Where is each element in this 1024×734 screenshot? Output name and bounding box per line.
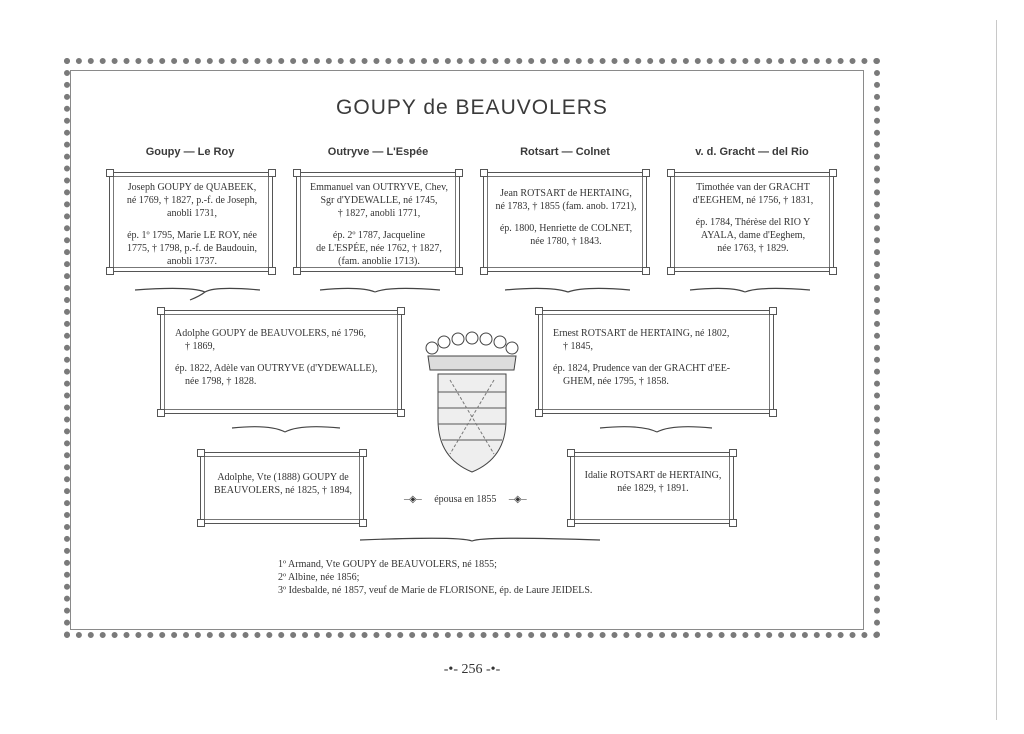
ornament-left-icon: –◈– (404, 494, 422, 505)
header-gracht-delrio: v. d. Gracht — del Rio (695, 146, 809, 158)
brace-3 (505, 288, 630, 292)
wife-box: Idalie ROTSART de HERTAING, née 1829, † 1891. (570, 452, 734, 524)
children-list (278, 558, 592, 597)
brace-5 (232, 427, 340, 432)
header-rotsart-colnet: Rotsart — Colnet (520, 146, 610, 158)
brace-1 (135, 288, 260, 300)
child-1: 1º Armand, Vte GOUPY de BEAUVOLERS, né 1855; (278, 559, 497, 570)
married-text: épousa en 1855 (434, 494, 497, 505)
grandparent-box-gracht: Timothée van der GRACHT d'EEGHEM, né 1756, † 1831, ép. 1784, Thérèse del RIO Y AYALA, dame d'Eeghem, née 1763, † 1829. (670, 172, 834, 272)
brace-4 (690, 288, 810, 292)
grandparent-box-rotsart: Jean ROTSART de HERTAING, né 1783, † 1855 (fam. anob. 1721), ép. 1800, Henriette de COLNET, née 1780, † 1843. (483, 172, 647, 272)
brace-2 (320, 288, 440, 292)
child-3: 3º Idesbalde, né 1857, veuf de Marie de FLORISONE, ép. de Laure JEIDELS. (278, 585, 593, 596)
header-goupy-leroy: Goupy — Le Roy (145, 146, 235, 158)
page-number: -•- 256 -•- (443, 662, 501, 677)
parent-box-goupy: Adolphe GOUPY de BEAUVOLERS, né 1796, † 1869, ép. 1822, Adèle van OUTRYVE (d'YDEWALLE), née 1798, † 1828. (160, 310, 402, 414)
husband-box: Adolphe, Vte (1888) GOUPY de BEAUVOLERS, né 1825, † 1894, (200, 452, 364, 524)
grandparent-box-goupy: Joseph GOUPY de QUABEEK, né 1769, † 1827, p.-f. de Joseph, anobli 1731, ép. 1º 1795, Marie LE ROY, née 1775, † 1798, p.-f. de Baudouin, anobli 1737. (109, 172, 273, 272)
coat-of-arms-icon (420, 330, 524, 480)
ornament-right-icon: –◈– (508, 494, 527, 505)
brace-6 (600, 427, 712, 432)
brace-7 (360, 538, 600, 541)
parent-box-rotsart: Ernest ROTSART de HERTAING, né 1802, † 1845, ép. 1824, Prudence van der GRACHT d'EE- GHEM, née 1795, † 1858. (538, 310, 774, 414)
married-label (404, 494, 527, 505)
page-title: GOUPY de BEAUVOLERS (336, 96, 608, 119)
header-outryve-lespee: Outryve — L'Espée (327, 146, 429, 158)
child-2: 2º Albine, née 1856; (278, 572, 360, 583)
grandparent-box-outryve: Emmanuel van OUTRYVE, Chev, Sgr d'YDEWALLE, né 1745, † 1827, anobli 1771, ép. 2º 1787, Jacqueline de L'ESPÉE, née 1762, † 1827, (fam. anoblie 1713). (296, 172, 460, 272)
